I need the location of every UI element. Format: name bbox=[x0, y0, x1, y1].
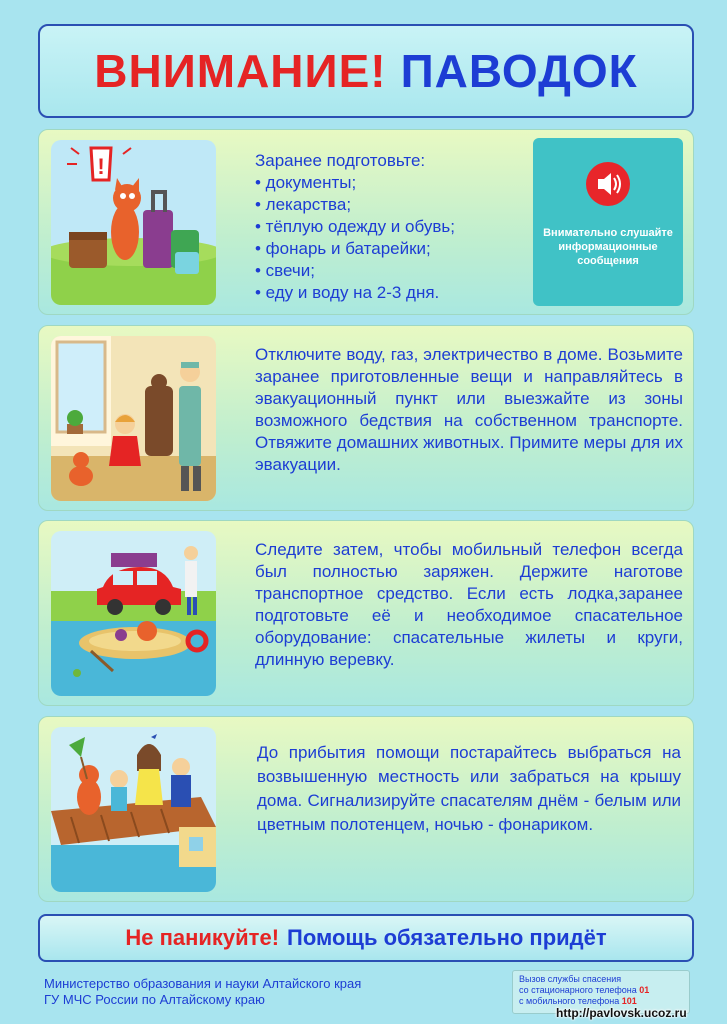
prepare-item-clothes: • тёплую одежду и обувь; bbox=[255, 217, 455, 236]
slogan-banner bbox=[38, 914, 694, 962]
svg-text:!: ! bbox=[97, 154, 105, 179]
illustration-cat-packing bbox=[51, 140, 216, 305]
notice-text: Внимательно слушайте информационные сообщения bbox=[543, 227, 673, 267]
site-watermark: http://pavlovsk.ucoz.ru bbox=[556, 1006, 687, 1020]
prepare-item-documents: • документы; bbox=[255, 173, 357, 192]
hotline-landline-number: 01 bbox=[639, 985, 650, 995]
speaker-icon bbox=[586, 162, 630, 206]
roof-text: До прибытия помощи постарайтесь выбраться на возвышенную местность или забраться на крышу дома. Сигнализируйте спасателям днём - белым или цветным полотенцем, ночью - фонариком. bbox=[257, 743, 681, 834]
hotline-title: Вызов службы спасения bbox=[519, 974, 622, 984]
hotline-mobile-label: с мобильного телефона bbox=[519, 996, 620, 1006]
illustration-family-on-roof bbox=[51, 727, 216, 892]
slogan-help-coming: Помощь обязательно придёт bbox=[287, 925, 607, 950]
hotline-landline bbox=[519, 985, 683, 996]
footer-emercom: ГУ МЧС России по Алтайскому краю bbox=[44, 992, 265, 1007]
prepare-item-food: • еду и воду на 2-3 дня. bbox=[255, 283, 440, 302]
prepare-list bbox=[255, 150, 525, 304]
evacuate-text: Отключите воду, газ, электричество в доме. Возьмите заранее приготовленные вещи и направляйтесь в эвакуационный пункт или выезжайте из зоны возможного бедствия на собственном транспорте. Отвяжите домашних животных. Примите меры для их эвакуации. bbox=[255, 345, 683, 474]
prepare-item-candles: • свечи; bbox=[255, 261, 315, 280]
illustration-car-and-boat bbox=[51, 531, 216, 696]
footer-organizations bbox=[44, 976, 361, 1008]
hotline-mobile-number: 101 bbox=[621, 996, 637, 1006]
notice-box bbox=[533, 138, 683, 306]
prepare-item-medicine: • лекарства; bbox=[255, 195, 352, 214]
slogan-dont-panic: Не паникуйте! bbox=[125, 925, 280, 950]
title-warning: ВНИМАНИЕ! bbox=[94, 45, 387, 97]
title-flood: ПАВОДОК bbox=[400, 45, 638, 97]
footer-ministry: Министерство образования и науки Алтайского края bbox=[44, 976, 362, 991]
panel-evacuate bbox=[38, 325, 694, 511]
panel-roof bbox=[38, 716, 694, 902]
hotline-landline-label: со стационарного телефона bbox=[519, 985, 637, 995]
prepare-intro: Заранее подготовьте: bbox=[255, 151, 426, 170]
panel-prepare bbox=[38, 129, 694, 315]
prepare-item-flashlight: • фонарь и батарейки; bbox=[255, 239, 431, 258]
illustration-family-evacuating bbox=[51, 336, 216, 501]
be-ready-text: Следите затем, чтобы мобильный телефон всегда был полностью заряжен. Держите наготове транспортное средство. Если есть лодка,заранее подготовьте её и необходимое спасательное оборудование: спасательные жилеты и круги, длинную веревку. bbox=[255, 540, 683, 669]
panel-be-ready bbox=[38, 520, 694, 706]
poster-title bbox=[38, 24, 694, 118]
